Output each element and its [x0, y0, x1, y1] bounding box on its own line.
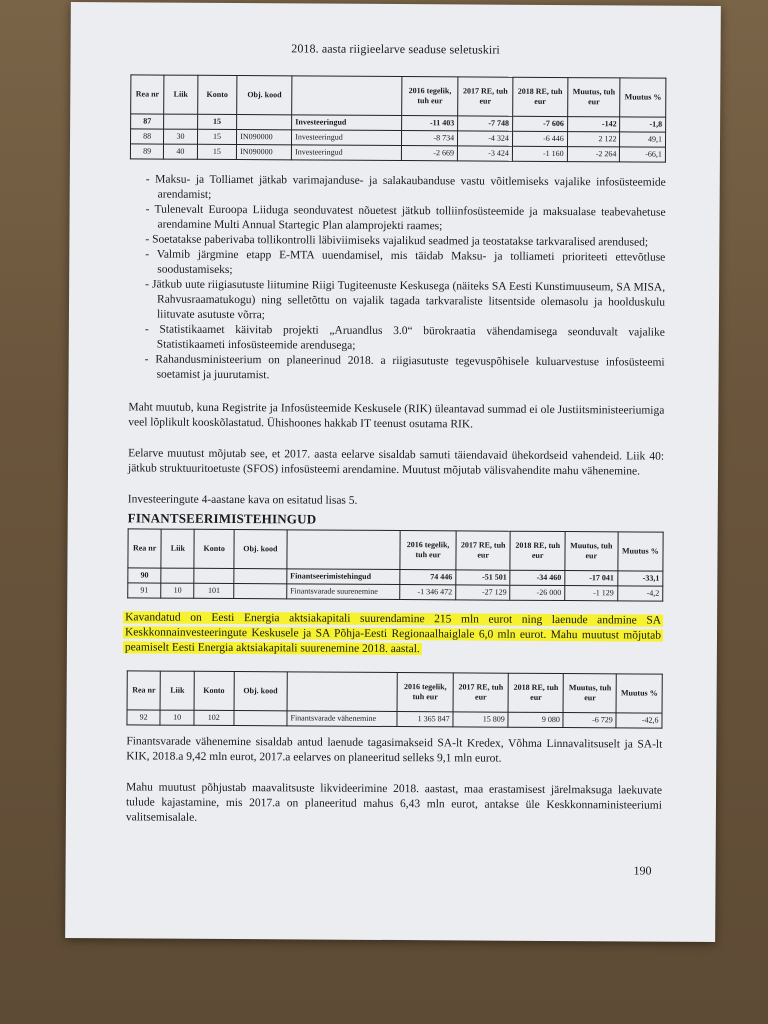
- cell: -66,1: [620, 147, 666, 162]
- cell: [234, 584, 287, 599]
- cell: -27 129: [456, 585, 511, 600]
- cell: 91: [128, 583, 161, 598]
- table-header-row: [131, 75, 666, 117]
- cell: 87: [131, 114, 164, 129]
- cell: -7 606: [512, 116, 567, 131]
- col-konto: Konto: [197, 75, 237, 114]
- table-row: [128, 583, 663, 601]
- cell: -1,8: [620, 117, 666, 132]
- paragraph-rik: Maht muutub, kuna Registrite ja Infosüsteemide Keskusele (RIK) üleantavad summad ei ole Justiitsministeeriumiga veel lõplikult kooskõlastatud. Ühishoones hakkab IT teenust osutama RIK.: [128, 401, 665, 431]
- cell: -7 748: [458, 116, 513, 131]
- cell: -1 160: [512, 146, 567, 161]
- cell: 9 080: [508, 712, 563, 727]
- cell: -2 669: [402, 146, 458, 161]
- cell: IN090000: [237, 130, 292, 145]
- cell: -11 403: [402, 116, 458, 131]
- cell: -4,2: [617, 586, 663, 601]
- list-item: - Soetatakse paberivaba tollikontrolli läbiviimiseks vajalikud seadmed ja teostatakse tarkvaralised arendused;: [145, 232, 665, 250]
- cell: 102: [194, 710, 234, 725]
- cell: -3 424: [457, 146, 512, 161]
- col-muutus-pct: Muutus %: [617, 532, 663, 571]
- col-name: [287, 672, 397, 712]
- list-item: - Maksu- ja Tolliamet jätkab varimajanduse- ja salakaubanduse vastu võitlemiseks vajalike infosüsteemide arendamist;: [146, 172, 666, 205]
- financing-table: [127, 528, 663, 601]
- table-row: [130, 144, 665, 162]
- cell: Finantsvarade suurenemine: [287, 584, 400, 600]
- col-2017: 2017 RE, tuh eur: [453, 673, 508, 712]
- cell: 74 446: [400, 570, 456, 585]
- cell: 15: [197, 129, 237, 144]
- col-liik: Liik: [160, 671, 194, 710]
- page-number: 190: [633, 863, 652, 878]
- cell: [164, 114, 197, 129]
- cell: [234, 711, 288, 726]
- list-item: - Rahandusministeerium on planeerinud 2018. a riigiasutuste tegevuspõhisele kuluarvestuse infosüsteemi soetamist ja juurutamist.: [145, 352, 665, 385]
- cell: Finantseerimistehingud: [287, 569, 400, 585]
- assets-decrease-table: [126, 670, 662, 728]
- cell: Investeeringud: [292, 115, 402, 131]
- col-liik: Liik: [161, 529, 195, 568]
- col-muutus: Muutus, tuh eur: [563, 674, 616, 713]
- col-rea-nr: Rea nr: [131, 75, 165, 114]
- cell: -6 729: [563, 713, 616, 728]
- paragraph-asset-decrease: Finantsvarade vähenemine sisaldab antud laenude tagasimakseid SA-lt Kredex, Võhma Linnavalitsuselt ja SA-lt KIK, 2018.a 9,42 mln eurot, 2017.a eelarves on planeeritud selleks 9,1 mln eurot.: [126, 735, 663, 765]
- col-muutus: Muutus, tuh eur: [567, 78, 620, 117]
- col-muutus: Muutus, tuh eur: [565, 532, 618, 571]
- investments-table: [130, 74, 667, 162]
- cell: -51 501: [456, 570, 511, 585]
- cell: -42,6: [616, 713, 662, 728]
- col-2018: 2018 RE, tuh eur: [513, 77, 568, 116]
- table-row: [127, 710, 662, 728]
- page-header: 2018. aasta riigieelarve seaduse seletuskiri: [291, 41, 500, 57]
- cell: [234, 569, 287, 584]
- cell: 49,1: [620, 132, 666, 147]
- cell: -26 000: [510, 585, 565, 600]
- cell: 40: [164, 144, 197, 159]
- cell: 10: [161, 583, 194, 598]
- cell: 1 365 847: [397, 712, 453, 727]
- col-2017: 2017 RE, tuh eur: [458, 77, 513, 116]
- cell: -8 734: [402, 131, 458, 146]
- section-title: FINANTSEERIMISTEHINGUD: [127, 510, 317, 527]
- cell: -1 129: [565, 586, 618, 601]
- list-item: - Statistikaamet käivitab projekti „Aruandlus 3.0“ bürokraatia vähendamisega seonduvalt vajalike Statistikaameti infosüsteemide arendusega;: [145, 322, 665, 355]
- cell: [194, 568, 234, 583]
- col-konto: Konto: [194, 671, 234, 710]
- col-2018: 2018 RE, tuh eur: [508, 673, 563, 712]
- col-2018: 2018 RE, tuh eur: [510, 531, 565, 570]
- bullet-list: [145, 172, 666, 385]
- cell: 15 809: [453, 712, 508, 727]
- col-2016: 2016 tegelik, tuh eur: [400, 531, 456, 570]
- cell: -17 041: [565, 571, 618, 586]
- col-muutus-pct: Muutus %: [620, 78, 666, 117]
- cell: Finantsvarade vähenemine: [287, 711, 397, 727]
- cell: 92: [127, 710, 161, 725]
- col-liik: Liik: [164, 75, 198, 114]
- cell: 90: [128, 568, 161, 583]
- cell: [237, 115, 292, 130]
- cell: -34 460: [510, 570, 565, 585]
- cell: -4 324: [458, 131, 513, 146]
- col-name: [292, 76, 402, 116]
- col-2016: 2016 tegelik, tuh eur: [397, 673, 453, 712]
- cell: -33,1: [617, 571, 663, 586]
- paragraph-volume-change: Mahu muutust põhjustab maavalitsuste likvideerimine 2018. aastast, maa erastamisest järelmaksuga laekuvate tulude kajastamine, mis 2017.a on planeeritud mahus 6,43 mln eurot, antakse üle Keskkonnaministeeriumi valitsemisalale.: [125, 781, 663, 824]
- table-header-row: [128, 529, 663, 571]
- highlighted-text: Kavandatud on Eesti Energia aktsiakapitali suurendamine 215 mln eurot ning laenude andmine SA Keskkonnainvesteeringute Keskusele ja SA Põhja-Eesti Regionaalhaiglale 6,0 mln eurot. Mahu muutust mõjutab peamiselt Eesti Energia aktsiakapitali suurenemine 2018. aastal.: [123, 611, 663, 655]
- col-obj-kood: Obj. kood: [234, 672, 288, 711]
- cell: 101: [194, 583, 234, 598]
- list-item: - Valmib järgmine etapp E-MTA uuendamisel, mis täidab Maksu- ja tolliameti prioriteeti ettevõtluse soodustamiseks;: [145, 247, 665, 280]
- table-header-row: [127, 671, 662, 713]
- cell: 15: [197, 144, 237, 159]
- col-name: [287, 530, 401, 570]
- col-obj-kood: Obj. kood: [234, 530, 287, 569]
- cell: Investeeringud: [292, 130, 402, 146]
- list-item: - Jätkub uute riigiasutuste liitumine Riigi Tugiteenuste Keskusega (näiteks SA Eesti Kunstimuuseum, SA MISA, Rahvusraamatukogu) ning selletõttu on vajalik tagada tarkvaraliste litsentside olemasolu ja hoolduskulu liituvate asutuste võrra;: [145, 277, 665, 325]
- cell: 10: [160, 710, 194, 725]
- col-rea-nr: Rea nr: [127, 671, 161, 710]
- col-muutus-pct: Muutus %: [616, 674, 662, 713]
- cell: Investeeringud: [292, 145, 402, 161]
- highlighted-paragraph: [123, 610, 663, 658]
- col-obj-kood: Obj. kood: [237, 76, 292, 115]
- cell: 15: [197, 114, 237, 129]
- col-rea-nr: Rea nr: [128, 529, 161, 568]
- cell: [161, 568, 194, 583]
- document-page: [65, 2, 721, 942]
- cell: 89: [130, 144, 163, 159]
- cell: 30: [164, 129, 197, 144]
- paragraph-investment-plan: Investeeringute 4-aastane kava on esitatud lisas 5.: [127, 493, 358, 507]
- col-2016: 2016 tegelik, tuh eur: [402, 77, 458, 116]
- list-item: - Tulenevalt Euroopa Liiduga seonduvatest nõuetest jätkub tolliinfosüsteemide ja maksualase teabevahetuse arendamine Multi Annual Startegic Plan alamprojekti raames;: [145, 202, 665, 235]
- cell: -142: [567, 117, 620, 132]
- paragraph-budget-change: Eelarve muutust mõjutab see, et 2017. aasta eelarve sisaldab samuti täiendavaid ühekordseid vahendeid. Liik 40: jätkub struktuuritoetuste (SFOS) infosüsteemi arendamine. Muutust mõjutab välisvahendite mahu vähenemine.: [127, 447, 665, 478]
- cell: IN090000: [237, 145, 292, 160]
- cell: 88: [130, 129, 163, 144]
- col-2017: 2017 RE, tuh eur: [456, 531, 511, 570]
- cell: -1 346 472: [400, 585, 456, 600]
- cell: -2 264: [567, 147, 620, 162]
- cell: 2 122: [567, 132, 620, 147]
- col-konto: Konto: [194, 529, 234, 568]
- cell: -6 446: [512, 131, 567, 146]
